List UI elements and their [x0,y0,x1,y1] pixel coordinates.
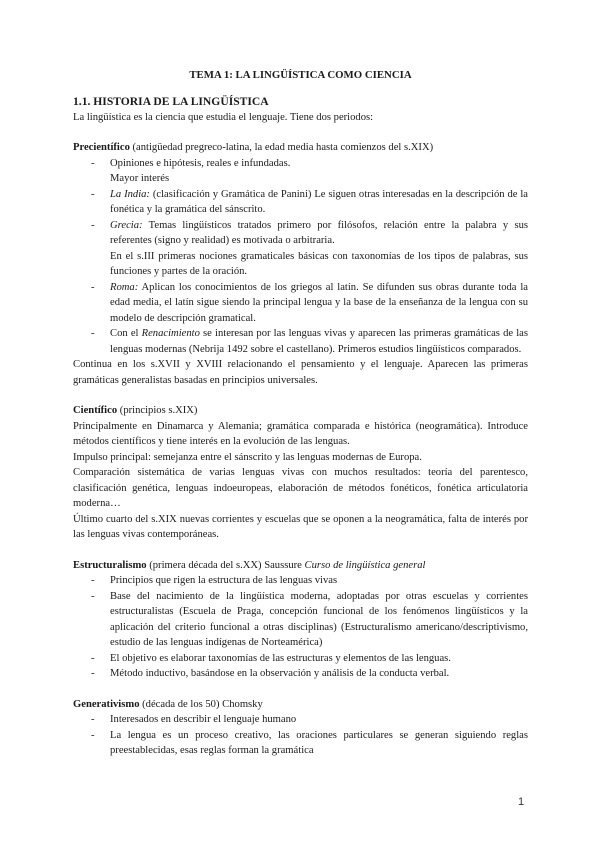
list-item: - La India: (clasificación y Gramática de Panini) Le siguen otras interesadas en la descripción de la fonética y la gramática del sánscrito. [73,187,528,218]
precientifico-heading: Precientífico (antigüedad pregreco-latina, la edad media hasta comienzos del s.XIX) [73,142,434,153]
list-item: - Con el Renacimiento se interesan por las lenguas vivas y aparecen las primeras gramáticas de las lenguas modernas (Nebrija 1492 sobre el castellano). Primeros estudios lingüísticos comparados. [73,326,528,357]
list-item: - La lengua es un proceso creativo, las oraciones particulares se generan siguiendo reglas preestablecidas, esas reglas forman la gramática [73,728,528,759]
generativismo-list [73,712,528,759]
list-item: - Opiniones e hipótesis, reales e infundadas. Mayor interés [73,156,528,187]
list-item: - El objetivo es elaborar taxonomías de las estructuras y elementos de las lenguas. [73,651,528,667]
section-heading: 1.1. HISTORIA DE LA LINGÜÍSTICA [73,94,269,108]
cientifico-paragraph: Principalmente en Dinamarca y Alemania; gramática comparada e histórica (neogramática). Introduce métodos científicos y tiene interés en la evolución de las lenguas. [73,420,528,447]
page-number: 1 [518,796,525,808]
precientifico-closing: Continua en los s.XVII y XVIII relacionando el pensamiento y el lenguaje. Aparecen las primeras gramáticas generalistas basadas en principios universales. [73,359,528,386]
cientifico-paragraph: Último cuarto del s.XIX nuevas corrientes y escuelas que se oponen a la neogramática, falta de interés por las lenguas vivas contemporáneas. [73,513,528,540]
list-item: - Interesados en describir el lenguaje humano [73,712,528,728]
list-item: - Roma: Aplican los conocimientos de los griegos al latín. Se difunden sus obras durante toda la edad media, el latín sigue siendo la principal lengua y la base de la enseñanza de la lengua con su modelo de descripción gramatical. [73,280,528,327]
estructuralismo-heading: Estructuralismo (primera década del s.XX) Saussure Curso de lingüística general [73,559,426,571]
intro-paragraph: La lingüística es la ciencia que estudia el lenguaje. Tiene dos periodos: [73,111,374,123]
precientifico-list [73,156,528,358]
list-item: - Grecia: Temas lingüísticos tratados primero por filósofos, relación entre la palabra y sus referentes (signo y realidad) es motivada o arbitraria. En el s.III primeras nociones gramaticales básicas con taxonomías de los tipos de palabras, sus funciones y partes de la oración. [73,218,528,280]
cientifico-paragraph: Comparación sistemática de varias lenguas vivas con muchos resultados: teoría del parentesco, clasificación genética, lenguas indoeuropeas, elaboración de métodos fonéticos, fonética articulatoria moderna… [73,467,528,509]
document-title: TEMA 1: LA LINGÜÍSTICA COMO CIENCIA [189,69,412,81]
generativismo-heading: Generativismo (década de los 50) Chomsky [73,698,263,710]
list-item: - Principios que rigen la estructura de las lenguas vivas [73,573,528,589]
list-item: - Base del nacimiento de la lingüística moderna, adoptadas por otras escuelas y corrientes estructuralistas (Escuela de Praga, concepción funcional de los fenómenos lingüísticos y la aplicación del criterio funcional a otras disciplinas) (Estructuralismo americano/descriptivismo, estudio de las lenguas indígenas de Norteamérica) [73,589,528,651]
list-item: - Método inductivo, basándose en la observación y análisis de la conducta verbal. [73,666,528,682]
document-body [73,68,528,759]
estructuralismo-list [73,573,528,682]
cientifico-heading: Científico (principios s.XIX) [73,405,198,416]
cientifico-paragraph: Impulso principal: semejanza entre el sánscrito y las lenguas modernas de Europa. [73,451,422,463]
